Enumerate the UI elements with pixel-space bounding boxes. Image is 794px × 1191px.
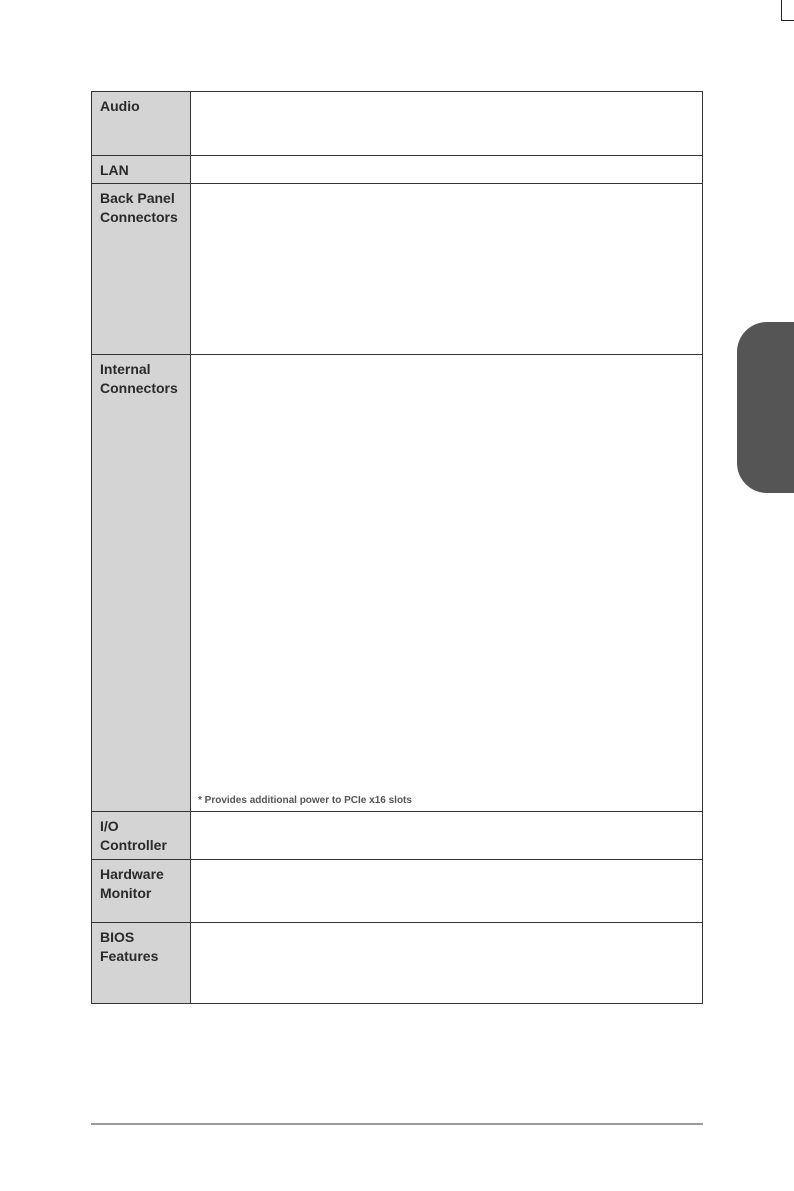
footer-rule: [91, 1123, 703, 1125]
spec-label-back-panel-connectors: Back Panel Connectors: [92, 184, 191, 354]
spec-row-audio: [92, 92, 702, 155]
spec-label-io-controller: I/O Controller: [92, 812, 191, 859]
spec-label-hardware-monitor: Hardware Monitor: [92, 860, 191, 922]
spec-row-lan: [92, 155, 702, 183]
spec-value-io-controller: [191, 812, 702, 859]
spec-label-bios-features: BIOS Features: [92, 923, 191, 1003]
spec-value-hardware-monitor: [191, 860, 702, 922]
spec-value-bios-features: [191, 923, 702, 1003]
crop-mark: [781, 0, 782, 20]
spec-row-back-panel-connectors: [92, 183, 702, 354]
spec-row-bios-features: [92, 922, 702, 1003]
spec-value-lan: [191, 156, 702, 183]
spec-value-back-panel-connectors: [191, 184, 702, 354]
spec-label-internal-connectors: Internal Connectors: [92, 355, 191, 811]
spec-label-lan: LAN: [92, 156, 191, 183]
spec-value-audio: [191, 92, 702, 155]
spec-row-hardware-monitor: [92, 859, 702, 922]
spec-value-internal-connectors: [191, 355, 702, 811]
chapter-side-tab: [737, 322, 794, 493]
spec-label-audio: Audio: [92, 92, 191, 155]
footnote-pcie-power: * Provides additional power to PCIe x16 slots: [198, 795, 412, 806]
spec-row-internal-connectors: [92, 354, 702, 811]
spec-table: [91, 91, 703, 1004]
crop-mark-horizontal: [781, 20, 794, 21]
spec-row-io-controller: [92, 811, 702, 859]
